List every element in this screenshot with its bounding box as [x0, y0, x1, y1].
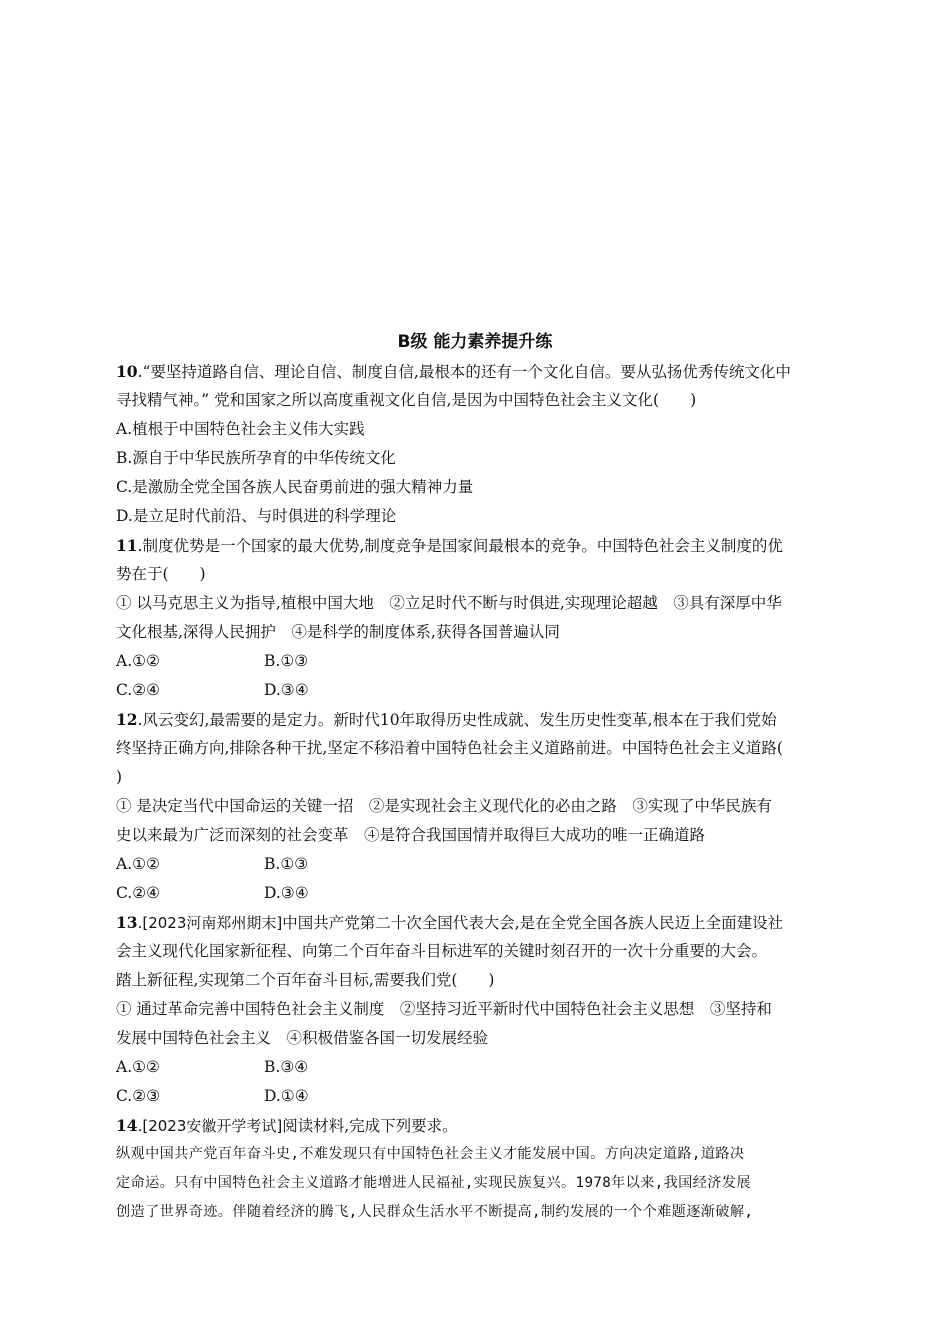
- options-row: [116, 647, 836, 676]
- option-c: C.②③: [116, 1087, 161, 1105]
- option-d: D.是立足时代前沿、与时俱进的科学理论: [116, 507, 397, 525]
- question-number: 10: [116, 362, 138, 381]
- question-number: 13: [116, 913, 138, 932]
- question-stem: 中国共产党第二十次全国代表大会,是在全党全国各族人民迈上全面建设社: [282, 914, 784, 932]
- statements: ① 以马克思主义为指导,植根中国大地 ②立足时代不断与时俱进,实现理论超越 ③具有深厚中华: [116, 594, 782, 612]
- question-11: [116, 531, 836, 705]
- question-source: .[2023安徽开学考试]: [137, 1117, 283, 1135]
- section-title: B级 能力素养提升练: [397, 332, 553, 352]
- question-stem: 阅读材料,完成下列要求。: [282, 1117, 458, 1135]
- question-list: [116, 357, 836, 1227]
- option-b: B.③④: [264, 1058, 309, 1076]
- options-row: [116, 1082, 836, 1111]
- question-number: 12: [116, 710, 138, 729]
- option-c: C.是激励全党全国各族人民奋勇前进的强大精神力量: [116, 478, 474, 496]
- option-d: D.③④: [264, 681, 309, 699]
- statements: 文化根基,深得人民拥护 ④是科学的制度体系,获得各国普遍认同: [116, 623, 560, 641]
- statements: ① 通过革命完善中国特色社会主义制度 ②坚持习近平新时代中国特色社会主义思想 ③坚持和: [116, 1000, 772, 1018]
- question-number: 11: [116, 536, 138, 555]
- option-c: C.②④: [116, 884, 161, 902]
- reading-material: 创造了世界奇迹。伴随着经济的腾飞,人民群众生活水平不断提高,制约发展的一个个难题逐渐破解,: [116, 1204, 754, 1220]
- question-stem: 寻找精气神。” 党和国家之所以高度重视文化自信,是因为中国特色社会主义文化( ): [116, 391, 697, 409]
- options-row: [116, 676, 836, 705]
- question-source: .[2023河南郑州期末]: [137, 914, 283, 932]
- option-b: B.源自于中华民族所孕育的中华传统文化: [116, 449, 396, 467]
- question-number: 14: [116, 1116, 138, 1135]
- option-a: A.①②: [116, 652, 160, 670]
- question-14: [116, 1111, 836, 1227]
- statements: ① 是决定当代中国命运的关键一招 ②是实现社会主义现代化的必由之路 ③实现了中华民族有: [116, 797, 772, 815]
- option-a: A.①②: [116, 855, 160, 873]
- options-row: [116, 879, 836, 908]
- option-d: D.①④: [264, 1087, 309, 1105]
- statements: 发展中国特色社会主义 ④积极借鉴各国一切发展经验: [116, 1029, 489, 1047]
- question-stem: 终坚持正确方向,排除各种干扰,坚定不移沿着中国特色社会主义道路前进。中国特色社会主义道路(: [116, 739, 783, 757]
- question-stem: 会主义现代化国家新征程、向第二个百年奋斗目标进军的关键时刻召开的一次十分重要的大会。: [116, 942, 768, 960]
- option-a: A.植根于中国特色社会主义伟大实践: [116, 420, 365, 438]
- question-stem: .风云变幻,最需要的是定力。新时代10年取得历史性成就、发生历史性变革,根本在于我们党始: [137, 711, 777, 729]
- option-b: B.①③: [264, 855, 309, 873]
- question-stem: .“要坚持道路自信、理论自信、制度自信,最根本的还有一个文化自信。要从弘扬优秀传统文化中: [137, 363, 791, 381]
- question-stem: 势在于( ): [116, 565, 206, 583]
- question-stem: 踏上新征程,实现第二个百年奋斗目标,需要我们党( ): [116, 971, 495, 989]
- question-10: [116, 357, 836, 531]
- reading-material: 纵观中国共产党百年奋斗史,不难发现只有中国特色社会主义才能发展中国。方向决定道路,道路决: [116, 1146, 745, 1162]
- option-a: A.①②: [116, 1058, 160, 1076]
- options-row: [116, 850, 836, 879]
- statements: 史以来最为广泛而深刻的社会变革 ④是符合我国国情并取得巨大成功的唯一正确道路: [116, 826, 706, 844]
- option-d: D.③④: [264, 884, 309, 902]
- reading-material: 定命运。只有中国特色社会主义道路才能增进人民福祉,实现民族复兴。1978年以来,我国经济发展: [116, 1175, 751, 1191]
- question-12: [116, 705, 836, 908]
- options-row: [116, 1053, 836, 1082]
- option-c: C.②④: [116, 681, 161, 699]
- question-13: [116, 908, 836, 1111]
- option-b: B.①③: [264, 652, 309, 670]
- question-stem: ): [116, 768, 123, 786]
- question-stem: .制度优势是一个国家的最大优势,制度竞争是国家间最根本的竞争。中国特色社会主义制度的优: [137, 537, 783, 555]
